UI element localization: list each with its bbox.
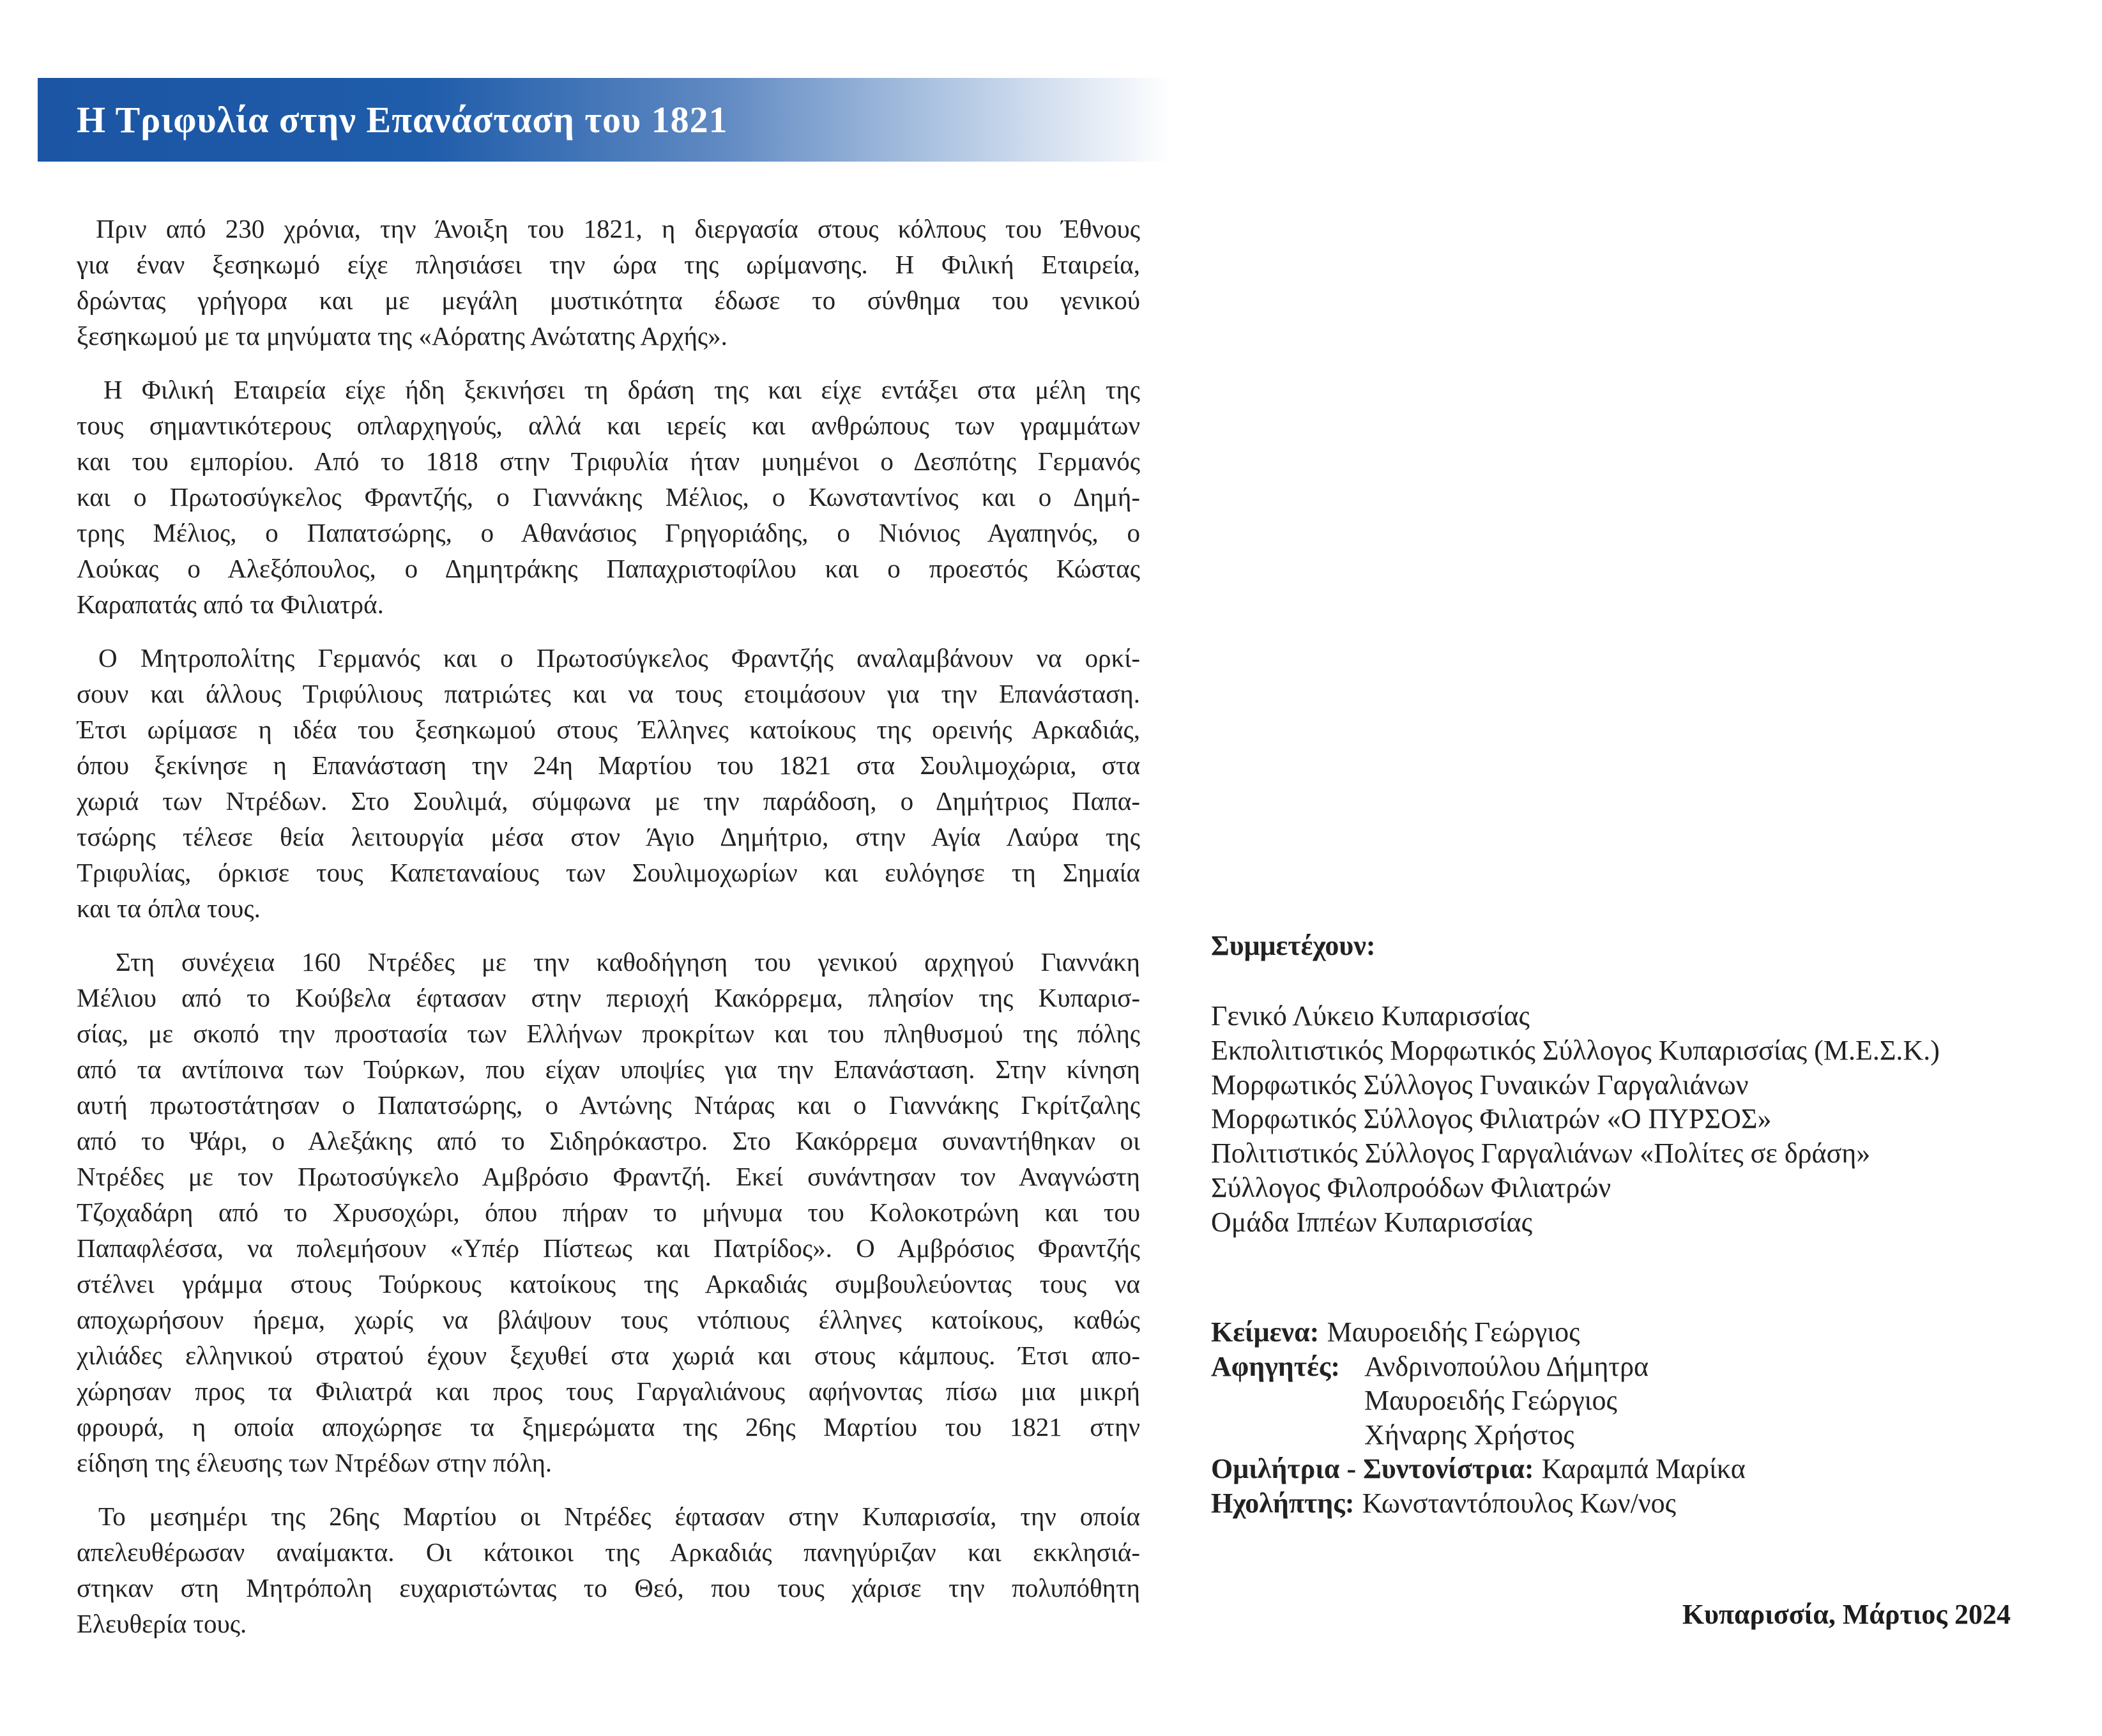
paragraph-line: Η Φιλική Εταιρεία είχε ήδη ξεκινήσει τη δράση της και είχε εντάξει στα μέλη της	[103, 375, 1140, 404]
paragraph-line: είδηση της έλευσης των Ντρέδων στην πόλη.	[77, 1448, 552, 1477]
paragraph-line: Στη συνέχεια 160 Ντρέδες με την καθοδήγηση του γενικού αρχηγού Γιαννάκη	[116, 947, 1140, 977]
paragraph-line: από τα αντίποινα των Τούρκων, που είχαν υποψίες για την Επανάσταση. Στην κίνηση	[77, 1055, 1140, 1084]
credit-value: Μαυροειδής Γεώργιος	[1327, 1316, 1580, 1348]
paragraph-line: σουν και άλλους Τριφύλιους πατριώτες και να τους ετοιμάσουν για την Επανάσταση.	[77, 679, 1140, 708]
paragraph-line: Μέλιου από το Κούβελα έφτασαν στην περιοχή Κακόρρεμα, πλησίον της Κυπαρισ-	[77, 983, 1140, 1012]
paragraph-line: σίας, με σκοπό την προστασία των Ελλήνων προκρίτων και του πληθυσμού της πόλης	[77, 1019, 1140, 1048]
paragraph-line: Έτσι ωρίμασε η ιδέα του ξεσηκωμού στους Έλληνες κατοίκους της ορεινής Αρκαδιάς,	[77, 715, 1140, 744]
participant-item: Εκπολιτιστικός Μορφωτικός Σύλλογος Κυπαρισσίας (Μ.Ε.Σ.Κ.)	[1211, 1034, 1940, 1066]
participants-heading: Συμμετέχουν:	[1211, 930, 1376, 961]
place-date: Κυπαρισσία, Μάρτιος 2024	[1682, 1599, 2011, 1630]
paragraph-line: χιλιάδες ελληνικού στρατού έχουν ξεχυθεί στα χωριά και στους κάμπους. Έτσι απο-	[77, 1341, 1140, 1370]
page-title: Η Τριφυλία στην Επανάσταση του 1821	[77, 99, 728, 141]
title-banner	[38, 78, 1171, 162]
paragraph-line: Ο Μητροπολίτης Γερμανός και ο Πρωτοσύγκελος Φραντζής αναλαμβάνουν να ορκί-	[98, 643, 1140, 673]
credit-narrators	[1211, 1350, 2041, 1452]
credit-value: Χήναρης Χρήστος	[1364, 1419, 1574, 1450]
paragraph-line: αποχωρήσουν ήρεμα, χωρίς να βλάψουν τους ντόπιους έλληνες κατοίκους, καθώς	[77, 1305, 1140, 1334]
paragraph-line: Ντρέδες με τον Πρωτοσύγκελο Αμβρόσιο Φραντζή. Εκεί συνάντησαν τον Αναγνώστη	[77, 1162, 1140, 1191]
paragraph-line: Καραπατάς από τα Φιλιατρά.	[77, 590, 384, 619]
credits-block	[1211, 1315, 2041, 1520]
paragraph-line: όπου ξεκίνησε η Επανάσταση την 24η Μαρτίου του 1821 στα Σουλιμοχώρια, στα	[77, 750, 1140, 780]
paragraph-line: και του εμπορίου. Από το 1818 στην Τριφυλία ήταν μυημένοι ο Δεσπότης Γερμανός	[77, 446, 1140, 476]
participant-item: Σύλλογος Φιλοπροόδων Φιλιατρών	[1211, 1171, 1611, 1203]
paragraph-line: χώρησαν προς τα Φιλιατρά και προς τους Γαργαλιάνους αφήνοντας πίσω μια μικρή	[77, 1376, 1140, 1406]
credit-value: Κωνσταντόπουλος Κων/νος	[1362, 1487, 1677, 1519]
paragraph-line: τρης Μέλιος, ο Παπατσώρης, ο Αθανάσιος Γρηγοριάδης, ο Νιόνιος Αγαπηνός, ο	[77, 518, 1140, 547]
paragraph-line: Παπαφλέσσα, να πολεμήσουν «Υπέρ Πίστεως και Πατρίδος». Ο Αμβρόσιος Φραντζής	[77, 1233, 1140, 1263]
paragraph-line: αυτή πρωτοστάτησαν ο Παπατσώρης, ο Αντώνης Ντάρας και ο Γιαννάκης Γκρίτζαλης	[77, 1090, 1140, 1120]
paragraph-line: Τριφυλίας, όρκισε τους Καπεταναίους των Σουλιμοχωρίων και ευλόγησε τη Σημαία	[77, 858, 1140, 887]
credit-label: Ομιλήτρια - Συντονίστρια:	[1211, 1453, 1534, 1484]
credit-label: Κείμενα:	[1211, 1316, 1320, 1348]
paragraph-line: απελευθέρωσαν αναίμακτα. Οι κάτοικοι της Αρκαδιάς πανηγύριζαν και εκκλησιά-	[77, 1537, 1140, 1567]
credit-value: Μαυροειδής Γεώργιος	[1364, 1385, 1617, 1416]
credit-sound	[1211, 1486, 2041, 1521]
paragraph-line: Ελευθερία τους.	[77, 1609, 247, 1638]
paragraph-line: ξεσηκωμού με τα μηνύματα της «Αόρατης Ανώτατης Αρχής».	[77, 321, 727, 351]
participant-item: Μορφωτικός Σύλλογος Φιλιατρών «Ο ΠΥΡΣΟΣ»	[1211, 1103, 1772, 1135]
participant-item: Ομάδα Ιππέων Κυπαρισσίας	[1211, 1206, 1532, 1238]
article-paragraph	[77, 372, 1140, 622]
paragraph-line: για έναν ξεσηκωμό είχε πλησιάσει την ώρα της ωρίμανσης. Η Φιλική Εταιρεία,	[77, 250, 1140, 279]
article-body	[77, 211, 1140, 1659]
paragraph-line: Πριν από 230 χρόνια, την Άνοιξη του 1821, η διεργασία στους κόλπους του Έθνους	[96, 214, 1140, 243]
credit-label: Αφηγητές:	[1211, 1350, 1341, 1382]
credit-value: Ανδρινοπούλου Δήμητρα	[1364, 1350, 1649, 1382]
paragraph-line: και τα όπλα τους.	[77, 894, 261, 923]
article-paragraph	[77, 1498, 1140, 1641]
credit-value: Καραμπά Μαρίκα	[1541, 1453, 1746, 1484]
paragraph-line: τσώρης τέλεσε θεία λειτουργία μέσα στον Άγιο Δημήτριο, στην Αγία Λαύρα της	[77, 822, 1140, 851]
paragraph-line: Το μεσημέρι της 26ης Μαρτίου οι Ντρέδες έφτασαν στην Κυπαρισσία, την οποία	[98, 1502, 1140, 1531]
article-paragraph	[77, 944, 1140, 1481]
credit-label: Ηχολήπτης:	[1211, 1487, 1355, 1519]
paragraph-line: στέλνει γράμμα στους Τούρκους κατοίκους της Αρκαδιάς συμβουλεύοντας τους να	[77, 1269, 1140, 1298]
paragraph-line: δρώντας γρήγορα και με μεγάλη μυστικότητα έδωσε το σύνθημα του γενικού	[77, 286, 1140, 315]
participant-item: Μορφωτικός Σύλλογος Γυναικών Γαργαλιάνων	[1211, 1069, 1749, 1100]
paragraph-line: και ο Πρωτοσύγκελος Φραντζής, ο Γιαννάκης Μέλιος, ο Κωνσταντίνος και ο Δημή-	[77, 482, 1140, 512]
participants-list	[1211, 999, 2041, 1240]
paragraph-line: Λούκας ο Αλεξόπουλος, ο Δημητράκης Παπαχριστοφίλου και ο προεστός Κώστας	[77, 554, 1140, 583]
paragraph-line: φρουρά, η οποία αποχώρησε τα ξημερώματα της 26ης Μαρτίου του 1821 στην	[77, 1412, 1140, 1442]
credit-texts	[1211, 1315, 2041, 1350]
paragraph-line: χωριά των Ντρέδων. Στο Σουλιμά, σύμφωνα με την παράδοση, ο Δημήτριος Παπα-	[77, 786, 1140, 816]
paragraph-line: από το Ψάρι, ο Αλεξάκης από το Σιδηρόκαστρο. Στο Κακόρρεμα συναντήθηκαν οι	[77, 1126, 1140, 1155]
narrator-list	[1364, 1350, 1649, 1452]
paragraph-line: στηκαν στη Μητρόπολη ευχαριστώντας το Θεό, που τους χάρισε την πολυπόθητη	[77, 1573, 1140, 1603]
article-paragraph	[77, 211, 1140, 354]
participant-item: Πολιτιστικός Σύλλογος Γαργαλιάνων «Πολίτες σε δράση»	[1211, 1138, 1871, 1169]
participant-item: Γενικό Λύκειο Κυπαρισσίας	[1211, 1000, 1530, 1032]
credit-speaker	[1211, 1452, 2041, 1486]
article-paragraph	[77, 640, 1140, 926]
paragraph-line: τους σημαντικότερους οπλαρχηγούς, αλλά και ιερείς και ανθρώπους των γραμμάτων	[77, 411, 1140, 440]
paragraph-line: Τζοχαδάρη από το Χρυσοχώρι, όπου πήραν το μήνυμα του Κολοκοτρώνη και του	[77, 1198, 1140, 1227]
